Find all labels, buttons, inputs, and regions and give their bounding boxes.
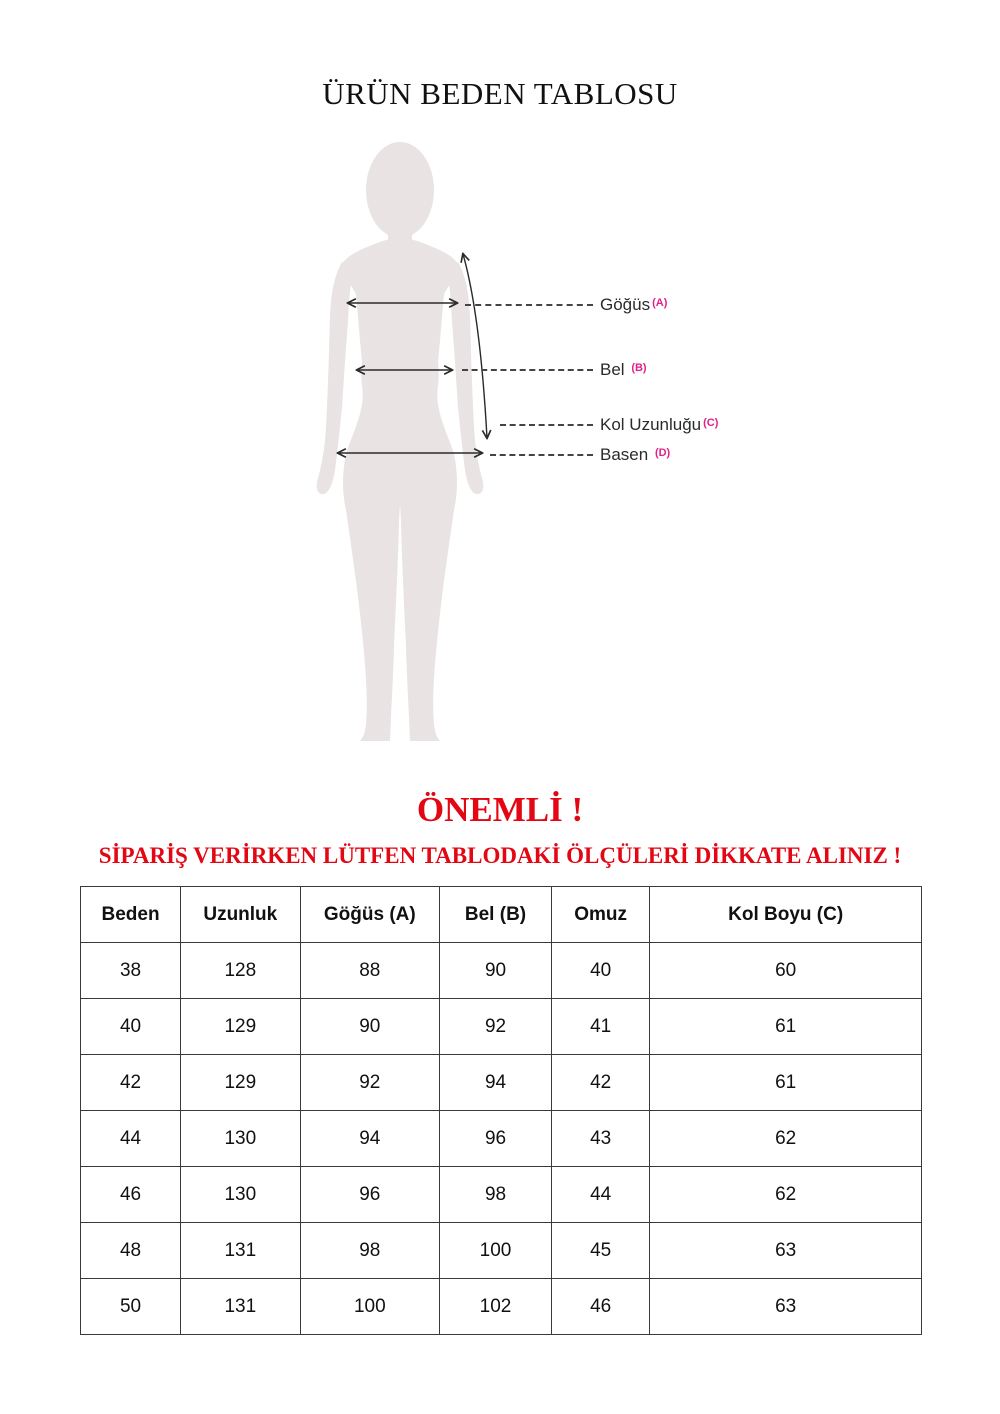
table-cell: 40	[551, 943, 649, 999]
header-row	[81, 887, 922, 943]
column-header: Kol Boyu (C)	[650, 887, 922, 943]
table-cell: 96	[440, 1111, 552, 1167]
table-cell: 42	[551, 1055, 649, 1111]
table-cell: 46	[551, 1279, 649, 1335]
measure-label-chest: Göğüs $^{(A)}$	[600, 295, 668, 314]
table-cell: 102	[440, 1279, 552, 1335]
table-cell: 62	[650, 1111, 922, 1167]
table-row	[81, 999, 922, 1055]
table-cell: 44	[81, 1111, 181, 1167]
table-row	[81, 1279, 922, 1335]
column-header: Bel (B)	[440, 887, 552, 943]
hip-dashed-line	[490, 454, 593, 456]
body-silhouette	[317, 142, 483, 741]
column-header: Göğüs (A)	[300, 887, 440, 943]
table-cell: 131	[181, 1223, 300, 1279]
table-cell: 131	[181, 1279, 300, 1335]
chest-dashed-line	[465, 304, 593, 306]
table-cell: 48	[81, 1223, 181, 1279]
table-cell: 63	[650, 1279, 922, 1335]
order-warning-text: SİPARİŞ VERİRKEN LÜTFEN TABLODAKİ ÖLÇÜLERİ DİKKATE ALINIZ !	[98, 843, 902, 868]
measure-label-waist: Bel $^{(B)}$	[600, 360, 647, 379]
table-cell: 94	[440, 1055, 552, 1111]
table-cell: 61	[650, 999, 922, 1055]
body-silhouette-figure	[295, 140, 505, 752]
table-cell: 90	[440, 943, 552, 999]
waist-dashed-line	[462, 369, 593, 371]
table-cell: 63	[650, 1223, 922, 1279]
table-cell: 88	[300, 943, 440, 999]
table-cell: 45	[551, 1223, 649, 1279]
table-cell: 98	[300, 1223, 440, 1279]
page-title: ÜRÜN BEDEN TABLOSU	[322, 76, 678, 111]
column-header: Uzunluk	[181, 887, 300, 943]
table-row	[81, 943, 922, 999]
table-cell: 129	[181, 999, 300, 1055]
important-heading: ÖNEMLİ !	[416, 790, 584, 829]
table-cell: 129	[181, 1055, 300, 1111]
table-cell: 62	[650, 1167, 922, 1223]
table-cell: 42	[81, 1055, 181, 1111]
table-cell: 38	[81, 943, 181, 999]
measure-label-arm-length: Kol Uzunluğu $^{(C)}$	[600, 415, 719, 434]
table-cell: 92	[300, 1055, 440, 1111]
column-header: Omuz	[551, 887, 649, 943]
column-header: Beden	[81, 887, 181, 943]
table-cell: 46	[81, 1167, 181, 1223]
table-cell: 40	[81, 999, 181, 1055]
table-cell: 98	[440, 1167, 552, 1223]
table-cell: 96	[300, 1167, 440, 1223]
size-table	[80, 886, 922, 1334]
table-row	[81, 1167, 922, 1223]
measure-label-hip: Basen $^{(D)}$	[600, 445, 671, 464]
table-cell: 128	[181, 943, 300, 999]
table-cell: 130	[181, 1167, 300, 1223]
table-row	[81, 1223, 922, 1279]
table-cell: 100	[440, 1223, 552, 1279]
table-cell: 90	[300, 999, 440, 1055]
table-cell: 100	[300, 1279, 440, 1335]
table-cell: 92	[440, 999, 552, 1055]
table-cell: 61	[650, 1055, 922, 1111]
table-row	[81, 1055, 922, 1111]
table-cell: 44	[551, 1167, 649, 1223]
table-cell: 50	[81, 1279, 181, 1335]
table-cell: 60	[650, 943, 922, 999]
table-cell: 43	[551, 1111, 649, 1167]
table-cell: 130	[181, 1111, 300, 1167]
table-cell: 94	[300, 1111, 440, 1167]
table-row	[81, 1111, 922, 1167]
table-body	[81, 943, 922, 1335]
table-cell: 41	[551, 999, 649, 1055]
arm-dashed-line	[500, 424, 593, 426]
